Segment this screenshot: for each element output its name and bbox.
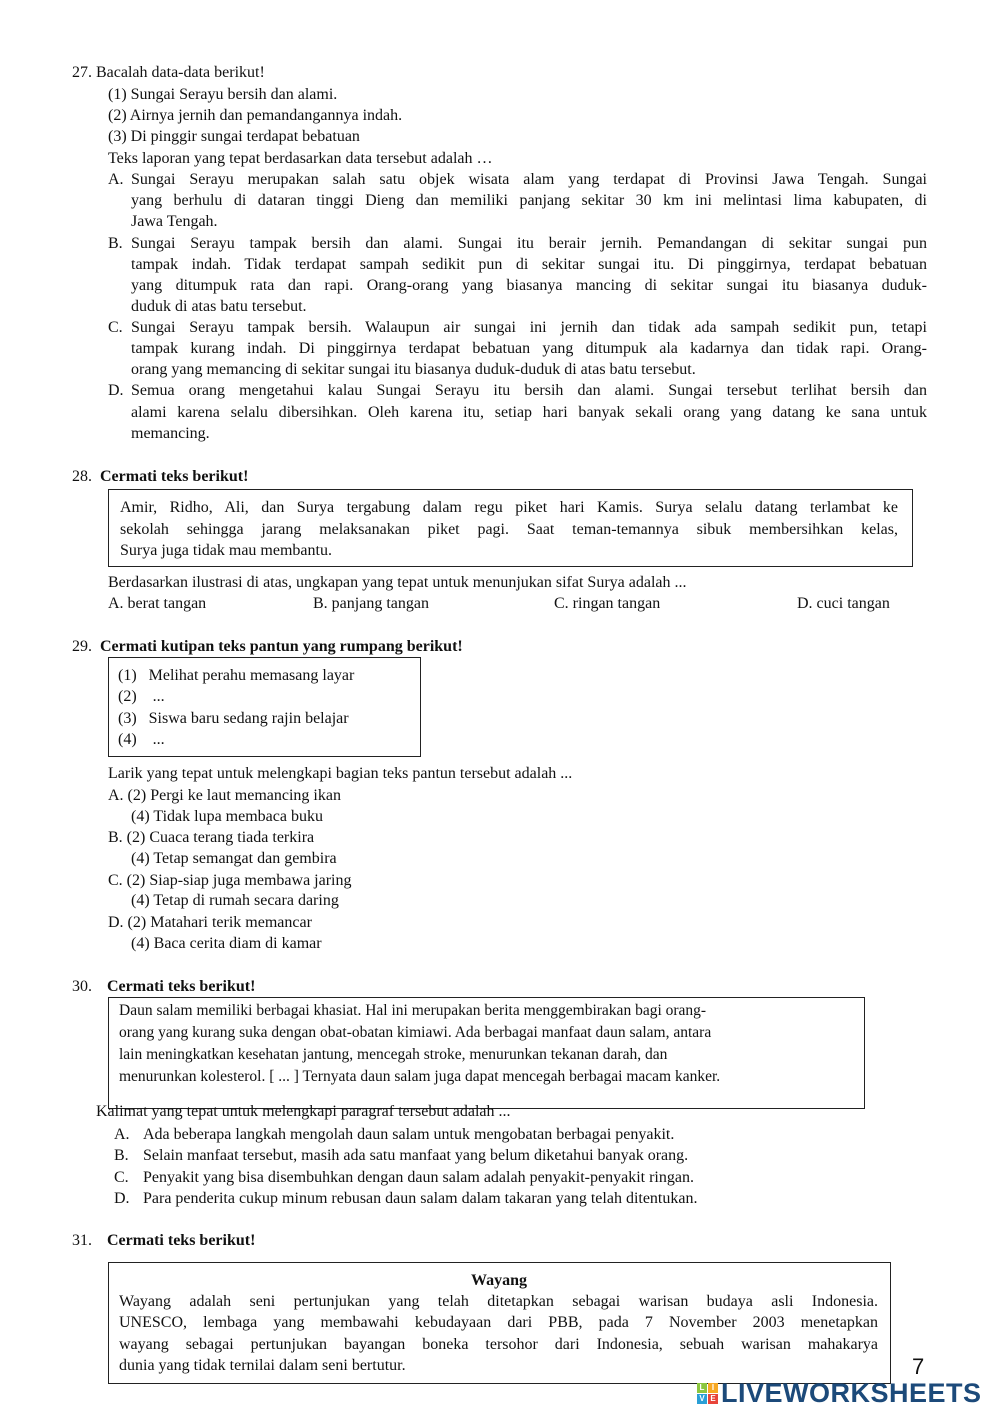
question-30-title: Cermati teks berikut! (107, 978, 256, 995)
question-31-title: Cermati teks berikut! (107, 1232, 256, 1249)
option-text: duduk di atas batu tersebut. (131, 298, 307, 315)
option-text: Penyakit yang bisa disembuhkan dengan daun salam adalah penyakit-penyakit ringan. (143, 1169, 694, 1186)
box-text: Wayang adalah seni pertunjukan yang telah ditetapkan sebagai warisan budaya asli Indonesia. (119, 1293, 878, 1310)
question-31-number: 31. (72, 1232, 92, 1249)
option-c[interactable]: C. ringan tangan (554, 595, 661, 612)
option-text: tampak indah. Tidak terdapat sampah sedikit pun di sekitar sungai itu. Di pinggirnya, terdapat bebatuan (131, 256, 927, 273)
option-letter: D. (114, 1190, 130, 1207)
option-line: C. (2) Siap-siap juga membawa jaring (108, 872, 352, 889)
option-text: Semua orang mengetahui kalau Sungai Serayu itu bersih dan alami. Sungai tersebut terlihat bersih dan (131, 382, 927, 399)
option-text: Selain manfaat tersebut, masih ada satu manfaat yang belum diketahui banyak orang. (143, 1147, 689, 1164)
option-letter: B. (108, 235, 123, 252)
question-prompt: Larik yang tepat untuk melengkapi bagian teks pantun tersebut adalah ... (108, 765, 573, 782)
box-text: menurunkan kolesterol. [ ... ] Ternyata daun salam juga dapat mencegah berbagai macam kanker. (119, 1068, 721, 1085)
pantun-line: (2) ... (118, 688, 165, 705)
option-line: D. (2) Matahari terik memancar (108, 914, 312, 931)
option-a[interactable]: A. berat tangan (108, 595, 207, 612)
option-b[interactable]: B. panjang tangan (313, 595, 429, 612)
option-text: Sungai Serayu merupakan salah satu objek wisata alam yang terdapat di Provinsi Jawa Tengah. Sungai (131, 171, 927, 188)
option-text: Ada beberapa langkah mengolah daun salam untuk mengobatan berbagai penyakit. (143, 1126, 675, 1143)
option-letter: D. (108, 382, 124, 399)
liveworksheets-logo (697, 1379, 982, 1407)
box-title: Wayang (470, 1272, 527, 1289)
box-text: orang yang kurang suka dengan obat-obatan kimiawi. Ada berbagai manfaat daun salam, antara (119, 1024, 712, 1041)
option-line: (4) Baca cerita diam di kamar (131, 935, 322, 952)
option-line: B. (2) Cuaca terang tiada terkira (108, 829, 315, 846)
option-text: Sungai Serayu tampak bersih dan alami. Sungai itu berair jernih. Pemandangan di sekitar sungai pun (131, 235, 927, 252)
option-line: A. (2) Pergi ke laut memancing ikan (108, 787, 341, 804)
box-text: Surya juga tidak mau membantu. (120, 542, 332, 559)
page-number: 7 (912, 1354, 925, 1379)
question-prompt: Kalimat yang tepat untuk melengkapi paragraf tersebut adalah ... (96, 1103, 511, 1120)
box-text: lain meningkatkan kesehatan jantung, mencegah stroke, menurunkan tekanan darah, dan (119, 1046, 668, 1063)
pantun-line: (1) Melihat perahu memasang layar (118, 667, 355, 684)
option-line: (4) Tetap semangat dan gembira (131, 850, 337, 867)
question-prompt: Teks laporan yang tepat berdasarkan data tersebut adalah … (108, 150, 493, 167)
option-letter: C. (108, 319, 123, 336)
option-text: Sungai Serayu tampak bersih. Walaupun air sungai ini jernih dan tidak ada sampah sedikit pun, tetapi (131, 319, 927, 336)
option-line: (4) Tidak lupa membaca buku (131, 808, 323, 825)
option-d[interactable]: D. cuci tangan (797, 595, 890, 612)
data-item: (3) Di pinggir sungai terdapat bebatuan (108, 128, 360, 145)
badge-letter: V (697, 1394, 707, 1404)
option-letter: B. (114, 1147, 129, 1164)
box-text: UNESCO, lembaga yang membawahi kebudayaan dari PBB, pada 7 November 2003 menetapkan (119, 1314, 878, 1331)
question-30-number: 30. (72, 978, 92, 995)
badge-letter: L (697, 1383, 707, 1393)
pantun-line: (3) Siswa baru sedang rajin belajar (118, 710, 349, 727)
question-28-number: 28. (72, 468, 92, 485)
option-text: yang berhulu di dataran tinggi Dieng dan memiliki panjang sekitar 30 km ini melintasi lima kabupaten, di (131, 192, 927, 209)
box-text: wayang sebagai pertunjukan bayangan boneka tersohor dari Indonesia, sebuah warisan mahakarya (119, 1336, 878, 1353)
live-badge-icon (697, 1383, 718, 1404)
option-text: Para penderita cukup minum rebusan daun salam dalam takaran yang telah ditentukan. (143, 1190, 698, 1207)
box-text: dunia yang tidak ternilai dalam seni bertutur. (119, 1357, 406, 1374)
badge-letter: I (708, 1383, 718, 1393)
option-letter: C. (114, 1169, 129, 1186)
option-text: alami karena selalu dibersihkan. Oleh karena itu, setiap hari banyak sekali orang yang datang ke sana untuk (131, 404, 927, 421)
option-text: orang yang memancing di sekitar sungai itu biasanya duduk-duduk di atas batu tersebut. (131, 361, 696, 378)
option-letter: A. (114, 1126, 130, 1143)
question-29-title: Cermati kutipan teks pantun yang rumpang berikut! (100, 638, 463, 655)
box-text: Daun salam memiliki berbagai khasiat. Hal ini merupakan berita menggembirakan bagi orang- (119, 1002, 707, 1019)
logo-text: LIVEWORKSHEETS (721, 1378, 982, 1408)
option-text: memancing. (131, 425, 210, 442)
box-text: Amir, Ridho, Ali, dan Surya tergabung dalam regu piket hari Kamis. Surya selalu datang terlambat ke (120, 499, 898, 516)
option-letter: A. (108, 171, 124, 188)
box-text: sekolah sehingga jarang melaksanakan piket pagi. Saat teman-temannya sibuk membersihkan kelas, (120, 521, 898, 538)
data-item: (2) Airnya jernih dan pemandangannya indah. (108, 107, 403, 124)
pantun-line: (4) ... (118, 731, 165, 748)
question-prompt: Berdasarkan ilustrasi di atas, ungkapan yang tepat untuk menunjukan sifat Surya adalah ... (108, 574, 687, 591)
data-item: (1) Sungai Serayu bersih dan alami. (108, 86, 338, 103)
option-text: Jawa Tengah. (131, 213, 218, 230)
question-29-number: 29. (72, 638, 92, 655)
badge-letter: E (708, 1394, 718, 1404)
question-27-title: 27. Bacalah data-data berikut! (72, 64, 265, 81)
option-text: yang ditumpuk rata dan rapi. Orang-orang yang biasanya mancing di sekitar sungai itu biasanya duduk- (131, 277, 927, 294)
question-28-title: Cermati teks berikut! (100, 468, 249, 485)
option-text: tampak kurang indah. Di pinggirnya terdapat bebatuan yang ditumpuk ala kadarnya dan tidak rapi. Orang- (131, 340, 927, 357)
option-line: (4) Tetap di rumah secara daring (131, 892, 339, 909)
